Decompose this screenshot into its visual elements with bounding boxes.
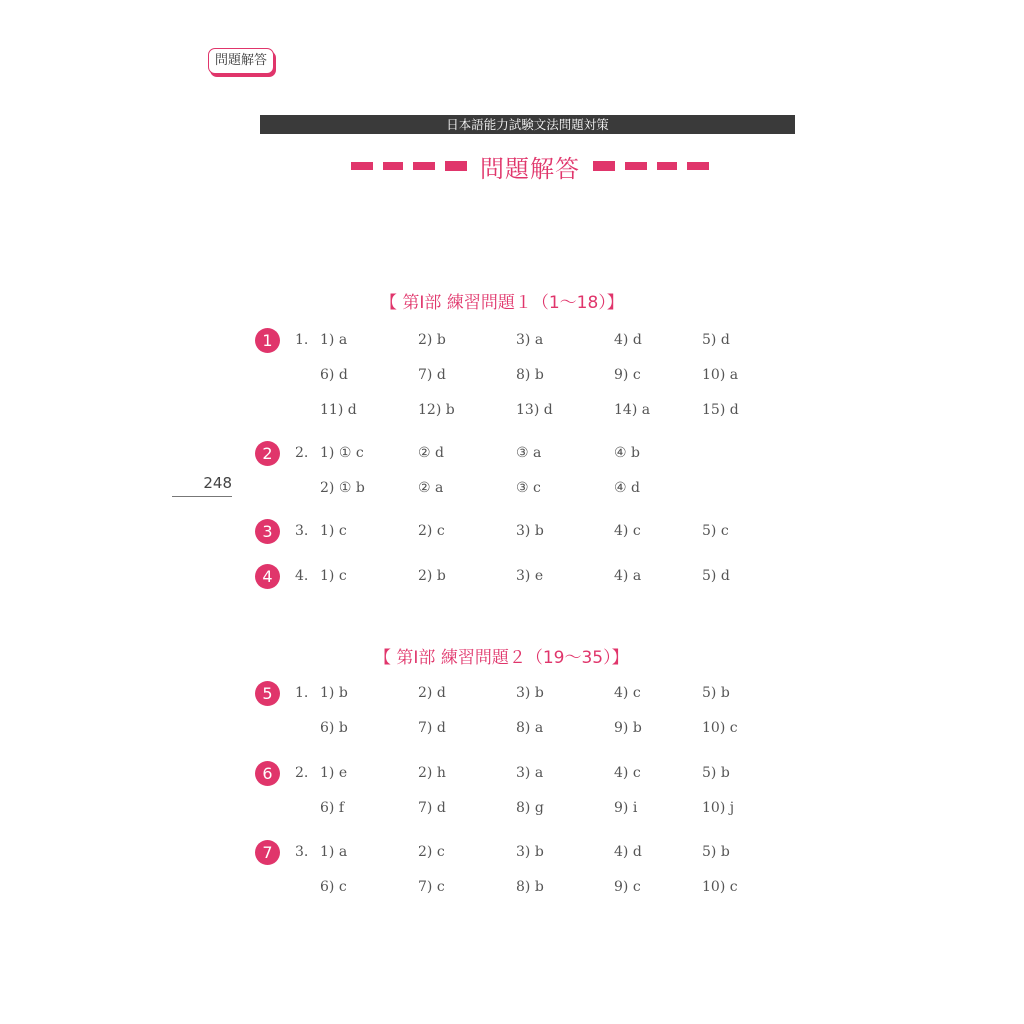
answer-cell: 1) a bbox=[320, 332, 348, 348]
answer-cell: 7) c bbox=[418, 879, 445, 895]
answer-cell: 9) i bbox=[614, 800, 638, 816]
answer-cell: 9) b bbox=[614, 720, 642, 736]
decorative-dash bbox=[383, 162, 403, 170]
answer-cell: 1) a bbox=[320, 844, 348, 860]
answer-cell: 10) a bbox=[702, 367, 739, 383]
question-number: 1. bbox=[295, 332, 309, 348]
question-number: 2. bbox=[295, 765, 309, 781]
question-number-badge: 5 bbox=[255, 681, 280, 706]
answer-cell: 5) c bbox=[702, 523, 729, 539]
question-number-badge: 3 bbox=[255, 519, 280, 544]
answer-cell: ④ b bbox=[614, 445, 640, 461]
main-title bbox=[330, 146, 730, 186]
answer-cell: 5) d bbox=[702, 332, 730, 348]
answer-cell: 9) c bbox=[614, 367, 641, 383]
section-header: 【 第Ⅰ部 練習問題２（19～35）】 bbox=[374, 648, 629, 668]
answer-cell: 5) b bbox=[702, 685, 730, 701]
answer-cell: 8) g bbox=[516, 800, 544, 816]
answer-cell: 5) b bbox=[702, 844, 730, 860]
page-number: 248 bbox=[172, 474, 232, 497]
answer-cell: 14) a bbox=[614, 402, 651, 418]
answer-cell: 8) a bbox=[516, 720, 544, 736]
corner-tag: 問題解答 bbox=[208, 48, 274, 74]
question-number-badge: 4 bbox=[255, 564, 280, 589]
answer-cell: 9) c bbox=[614, 879, 641, 895]
answer-cell: 2) h bbox=[418, 765, 446, 781]
answer-cell: 2) d bbox=[418, 685, 446, 701]
answer-cell: 12) b bbox=[418, 402, 455, 418]
answer-cell: 5) d bbox=[702, 568, 730, 584]
decorative-dash bbox=[687, 162, 709, 170]
answer-cell: 10) j bbox=[702, 800, 735, 816]
answer-cell: 8) b bbox=[516, 879, 544, 895]
answer-cell: 7) d bbox=[418, 720, 446, 736]
answer-cell: 4) d bbox=[614, 844, 642, 860]
decorative-dash bbox=[445, 161, 467, 171]
answer-cell: 6) f bbox=[320, 800, 345, 816]
answer-cell: 13) d bbox=[516, 402, 553, 418]
question-number: 4. bbox=[295, 568, 309, 584]
decorative-dash bbox=[593, 161, 615, 171]
answer-cell: 6) d bbox=[320, 367, 348, 383]
question-number-badge: 6 bbox=[255, 761, 280, 786]
answer-cell: 3) a bbox=[516, 332, 544, 348]
answer-cell: 11) d bbox=[320, 402, 357, 418]
answer-cell: 4) a bbox=[614, 568, 642, 584]
answer-cell: 7) d bbox=[418, 800, 446, 816]
answer-cell: 3) a bbox=[516, 765, 544, 781]
answer-cell: ④ d bbox=[614, 480, 640, 496]
question-number: 3. bbox=[295, 523, 309, 539]
answer-cell: 4) c bbox=[614, 685, 641, 701]
decorative-dash bbox=[625, 162, 647, 170]
answer-cell: ② a bbox=[418, 480, 444, 496]
question-number-badge: 7 bbox=[255, 840, 280, 865]
answer-cell: 3) b bbox=[516, 844, 544, 860]
answer-cell: 3) e bbox=[516, 568, 544, 584]
answer-cell: ③ c bbox=[516, 480, 541, 496]
decorative-dash bbox=[413, 162, 435, 170]
answer-cell: 2) c bbox=[418, 844, 445, 860]
decorative-dash bbox=[351, 162, 373, 170]
answer-cell: 7) d bbox=[418, 367, 446, 383]
question-number: 1. bbox=[295, 685, 309, 701]
answer-cell: 1) b bbox=[320, 685, 348, 701]
answer-cell: 1) e bbox=[320, 765, 348, 781]
answer-cell: 1) c bbox=[320, 568, 347, 584]
answer-cell: 8) b bbox=[516, 367, 544, 383]
question-number-badge: 1 bbox=[255, 328, 280, 353]
answer-cell: 2) c bbox=[418, 523, 445, 539]
answer-cell: 10) c bbox=[702, 879, 738, 895]
answer-cell: 4) c bbox=[614, 523, 641, 539]
answer-cell: 2) b bbox=[418, 332, 446, 348]
question-number-badge: 2 bbox=[255, 441, 280, 466]
answer-cell: 2) ① b bbox=[320, 480, 365, 496]
answer-cell: 2) b bbox=[418, 568, 446, 584]
answer-cell: 1) c bbox=[320, 523, 347, 539]
answer-cell: 3) b bbox=[516, 523, 544, 539]
answer-cell: 15) d bbox=[702, 402, 739, 418]
decorative-dash bbox=[657, 162, 677, 170]
book-title-bar: 日本語能力試験文法問題対策 bbox=[260, 115, 795, 134]
answer-cell: 6) b bbox=[320, 720, 348, 736]
answer-cell: ③ a bbox=[516, 445, 542, 461]
answer-cell: 3) b bbox=[516, 685, 544, 701]
answer-cell: 10) c bbox=[702, 720, 738, 736]
answer-cell: 4) c bbox=[614, 765, 641, 781]
question-number: 3. bbox=[295, 844, 309, 860]
answer-cell: 4) d bbox=[614, 332, 642, 348]
answer-cell: 1) ① c bbox=[320, 445, 364, 461]
answer-cell: 5) b bbox=[702, 765, 730, 781]
main-title-text: 問題解答 bbox=[480, 154, 580, 183]
section-header: 【 第Ⅰ部 練習問題１（1～18）】 bbox=[380, 293, 624, 313]
answer-cell: 6) c bbox=[320, 879, 347, 895]
question-number: 2. bbox=[295, 445, 309, 461]
answer-cell: ② d bbox=[418, 445, 444, 461]
